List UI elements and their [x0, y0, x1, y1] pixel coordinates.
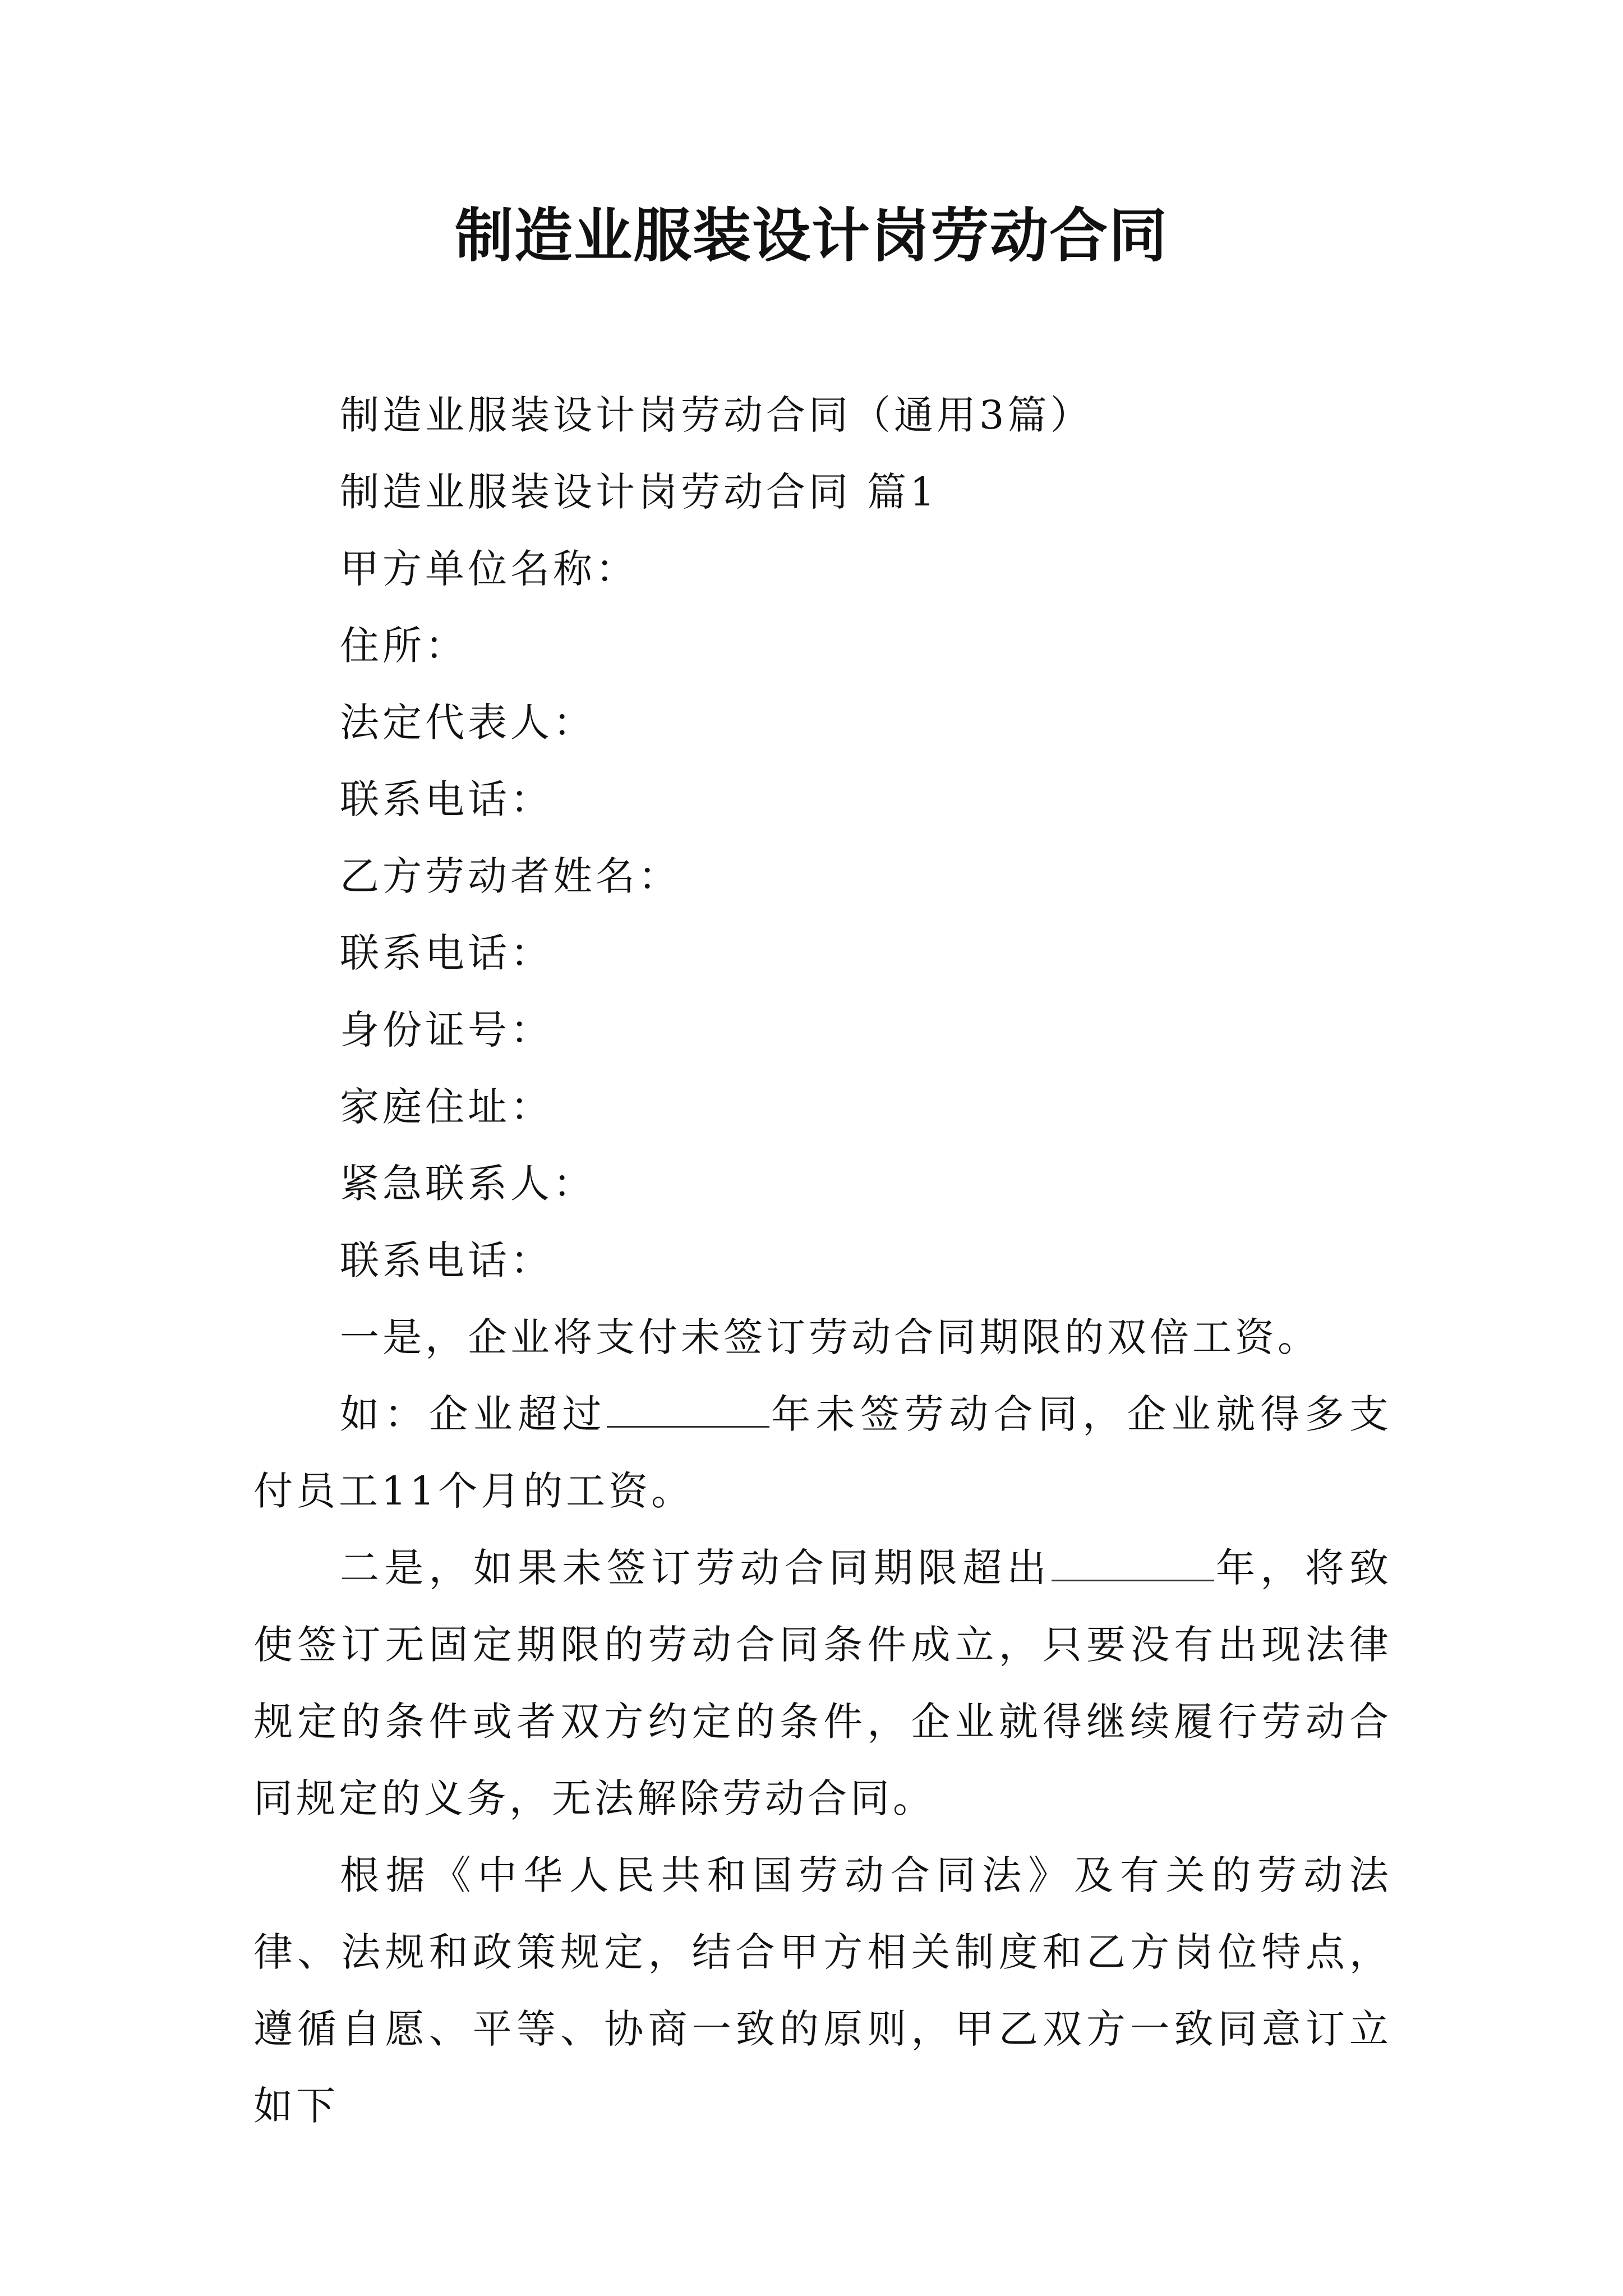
home-address-field: 家庭住址：	[340, 1084, 553, 1130]
party-a-phone-field: 联系电话：	[340, 776, 553, 822]
party-a-address-field: 住所：	[340, 623, 468, 669]
blank-underline	[607, 1395, 769, 1428]
document-body	[253, 377, 1392, 2145]
party-b-name-field: 乙方劳动者姓名：	[340, 853, 681, 899]
blank-underline	[1052, 1548, 1214, 1581]
clause-paragraph-1-text-before: 如：企业超过	[340, 1391, 607, 1437]
emergency-phone-field: 联系电话：	[340, 1237, 553, 1283]
party-a-name-field: 甲方单位名称：	[340, 546, 638, 592]
clause-paragraph-3: 根据《中华人民共和国劳动合同法》及有关的劳动法律、法规和政策规定，结合甲方相关制度和乙方岗位特点，遵循自愿、平等、协商一致的原则，甲乙双方一致同意订立如下	[253, 1852, 1392, 2129]
clause-paragraph-2-text-after: 年，将致使签订无固定期限的劳动合同条件成立，只要没有出现法律规定的条件或者双方约定的条件，企业就得继续履行劳动合同规定的义务，无法解除劳动合同。	[253, 1545, 1393, 1821]
party-b-phone-field: 联系电话：	[340, 930, 553, 976]
id-number-field: 身份证号：	[340, 1007, 553, 1053]
clause-paragraph-1-text-after: 年未签劳动合同，企业就得多支付员工11个月的工资。	[253, 1391, 1393, 1514]
subtitle-line: 制造业服装设计岗劳动合同（通用3篇）	[340, 392, 1093, 438]
clause-paragraph-1	[253, 1376, 1392, 1530]
emergency-contact-field: 紧急联系人：	[340, 1161, 596, 1207]
clause-paragraph-2-text-before: 二是，如果未签订劳动合同期限超出	[340, 1545, 1052, 1591]
clause-paragraph-2	[253, 1530, 1392, 1837]
clause-line-1: 一是，企业将支付未签订劳动合同期限的双倍工资。	[340, 1314, 1320, 1360]
document-title: 制造业服装设计岗劳动合同	[454, 201, 1168, 270]
legal-representative-field: 法定代表人：	[340, 700, 596, 746]
section-heading: 制造业服装设计岗劳动合同 篇1	[340, 469, 938, 515]
